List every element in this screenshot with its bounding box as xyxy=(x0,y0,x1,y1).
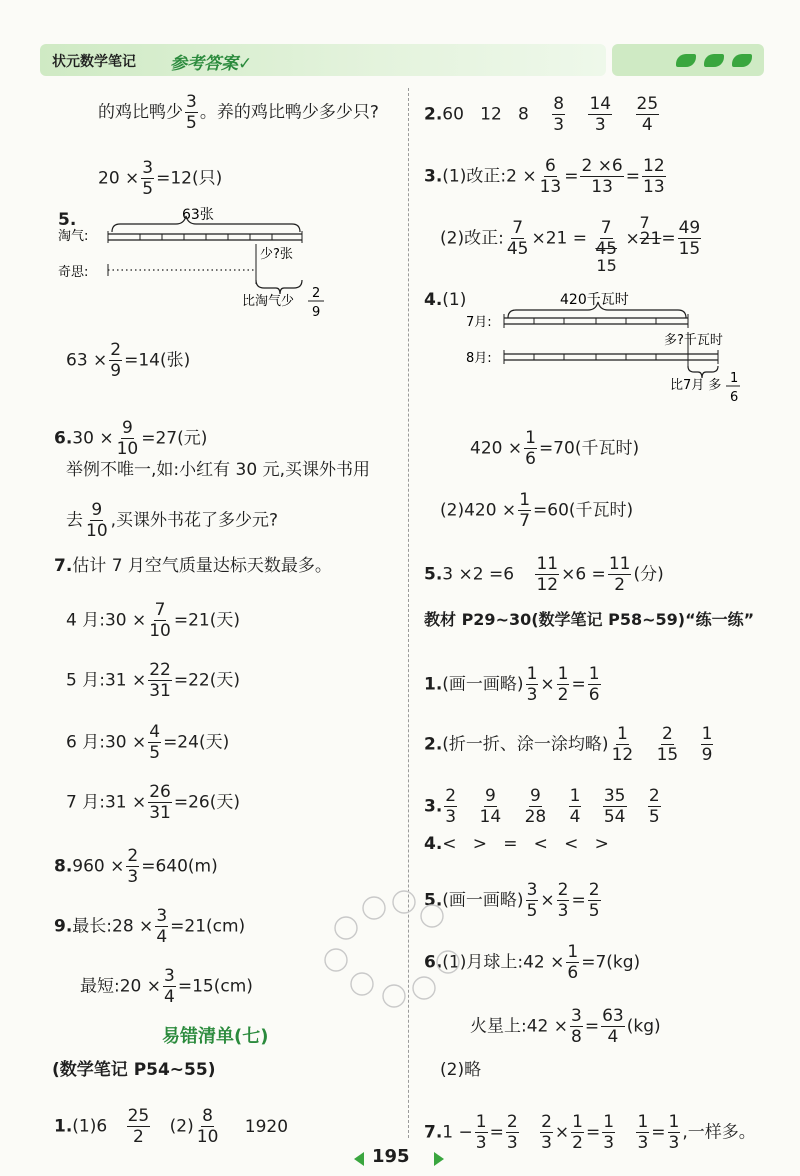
svg-text:6: 6 xyxy=(730,390,739,405)
left-line-4: 6.30 × $\frac{9}{10}$ =27(元) xyxy=(54,418,208,459)
left-line-8: 8.960 × $\frac{2}{3}$ =640(m) xyxy=(54,846,218,887)
diagram-note: 比7月 多 xyxy=(670,378,722,393)
diagram-total-label: 420千瓦时 xyxy=(560,292,629,308)
fraction: $\frac{3}{5}$ xyxy=(186,92,197,133)
left-line-april: 4 月:30 × $\frac{7}{10}$ =21(天) xyxy=(66,600,241,641)
diagram-question-label: 多?千瓦时 xyxy=(664,333,723,348)
svg-text:2: 2 xyxy=(312,286,321,301)
left-line-11: 1.(1)6 $\frac{25}{2}$ (2) $\frac{8}{10}$ 1920 xyxy=(54,1106,289,1147)
svg-text:9: 9 xyxy=(312,305,321,320)
right-line-2: 2.60 12 8 $\frac{8}{3}$ $\frac{14}{3}$ $\frac{25}{4}$ xyxy=(424,94,659,135)
left-line-6: 去 $\frac{9}{10}$ ,买课外书花了多少元? xyxy=(66,500,279,541)
diagram-note: 比淘气少 xyxy=(242,294,295,309)
right-line-3: 3.(1)改正:2 × $\frac{6}{13}$ = $\frac{2 \times 6}{13}$ = $\frac{12}{13}$ xyxy=(424,156,665,197)
leaf-icon xyxy=(676,54,696,67)
diagram-row1-label: 7月: xyxy=(466,315,492,330)
right-line-6: (2)420 × $\frac{1}{7}$ =60(千瓦时) xyxy=(440,490,634,531)
right-line-5: 420 × $\frac{1}{6}$ =70(千瓦时) xyxy=(470,428,640,469)
leaf-icon xyxy=(704,54,724,67)
question-5-number: 5. xyxy=(58,210,77,230)
right-line-t1: 1.(画一画略) $\frac{1}{3}$ × $\frac{1}{2}$ = $\frac{1}{6}$ xyxy=(424,664,600,705)
left-line-3: 63 × $\frac{2}{9}$ =14(张) xyxy=(66,340,191,381)
right-line-t4: 4.< > = < < > xyxy=(424,834,609,854)
diagram-row1-label: 淘气: xyxy=(58,229,89,244)
left-line-2: 20 × $\frac{3}{5}$ =12(只) xyxy=(98,158,223,199)
left-line-june: 6 月:30 × $\frac{4}{5}$ =24(天) xyxy=(66,722,230,763)
right-line-t2: 2.(折一折、涂一涂均略) $\frac{1}{12}$ $\frac{2}{15}$ $\frac{1}{9}$ xyxy=(424,724,713,765)
right-line-t5: 5.(画一画略) $\frac{3}{5}$ × $\frac{2}{3}$ = $\frac{2}{5}$ xyxy=(424,880,600,921)
left-line-10: 最短:20 × $\frac{3}{4}$ =15(cm) xyxy=(80,966,253,1007)
bar-diagram-1 xyxy=(50,204,350,320)
check-icon: ✓ xyxy=(238,54,253,74)
right-line-t9: 7.1 − $\frac{1}{3}$ = $\frac{2}{3}$ $\frac{2}{3}$ × $\frac{1}{2}$ = $\frac{1}{3}$ $\frac{1}{3}$ = $\frac{1}{3}$ ,一样多。 xyxy=(424,1112,756,1153)
next-page-icon xyxy=(434,1152,444,1166)
section-subtitle: (数学笔记 P54~55) xyxy=(52,1060,216,1080)
right-line-t3: 3. $\frac{2}{3}$ $\frac{9}{14}$ $\frac{9}{28}$ $\frac{1}{4}$ $\frac{35}{54}$ $\frac{2}{5}$ xyxy=(424,786,660,827)
answer-label: 参考答案✓ xyxy=(170,54,253,74)
right-line-t7: 火星上:42 × $\frac{3}{8}$ = $\frac{63}{4}$ (kg) xyxy=(470,1006,661,1047)
page-number: 195 xyxy=(372,1146,410,1167)
left-line-9: 9.最长:28 × $\frac{3}{4}$ =21(cm) xyxy=(54,906,246,947)
right-line-7: 5.3 ×2 =6 $\frac{11}{12}$ ×6 = $\frac{11}{2}$ (分) xyxy=(424,554,664,595)
right-line-4: 4.(1) xyxy=(424,290,467,310)
diagram-question-label: 少?张 xyxy=(260,247,293,262)
left-line-1: 的鸡比鸭少 $\frac{3}{5}$ 。养的鸡比鸭少多少只? xyxy=(98,92,379,133)
right-line-t6: 6.(1)月球上:42 × $\frac{1}{6}$ =7(kg) xyxy=(424,942,641,983)
left-line-may: 5 月:31 × $\frac{22}{31}$ =22(天) xyxy=(66,660,241,701)
diagram-row2-label: 8月: xyxy=(466,351,492,366)
section-title: 易错清单(七) xyxy=(162,1026,269,1047)
header-bar xyxy=(40,44,606,76)
left-line-7: 7.估计 7 月空气质量达标天数最多。 xyxy=(54,556,332,576)
leaf-icon xyxy=(732,54,752,67)
left-line-5: 举例不唯一,如:小红有 30 元,买课外书用 xyxy=(66,460,370,480)
right-line-3-2: (2)改正: $\frac{7}{45}$ ×21 = 7 45 15 7 ×21= $\frac{49}{15}$ xyxy=(440,212,701,275)
diagram-total-label: 63张 xyxy=(182,207,214,223)
prev-page-icon xyxy=(354,1152,364,1166)
diagram-row2-label: 奇思: xyxy=(58,265,89,280)
header-decoration xyxy=(612,44,764,76)
brand-title: 状元数学笔记 xyxy=(52,54,136,70)
bar-diagram-2 xyxy=(464,288,754,406)
svg-text:1: 1 xyxy=(730,371,739,386)
right-line-t8: (2)略 xyxy=(440,1060,482,1080)
watermark-stamp xyxy=(312,880,462,1010)
textbook-section-title: 教材 P29~30(数学笔记 P58~59)“练一练” xyxy=(424,610,755,629)
left-line-july: 7 月:31 × $\frac{26}{31}$ =26(天) xyxy=(66,782,241,823)
